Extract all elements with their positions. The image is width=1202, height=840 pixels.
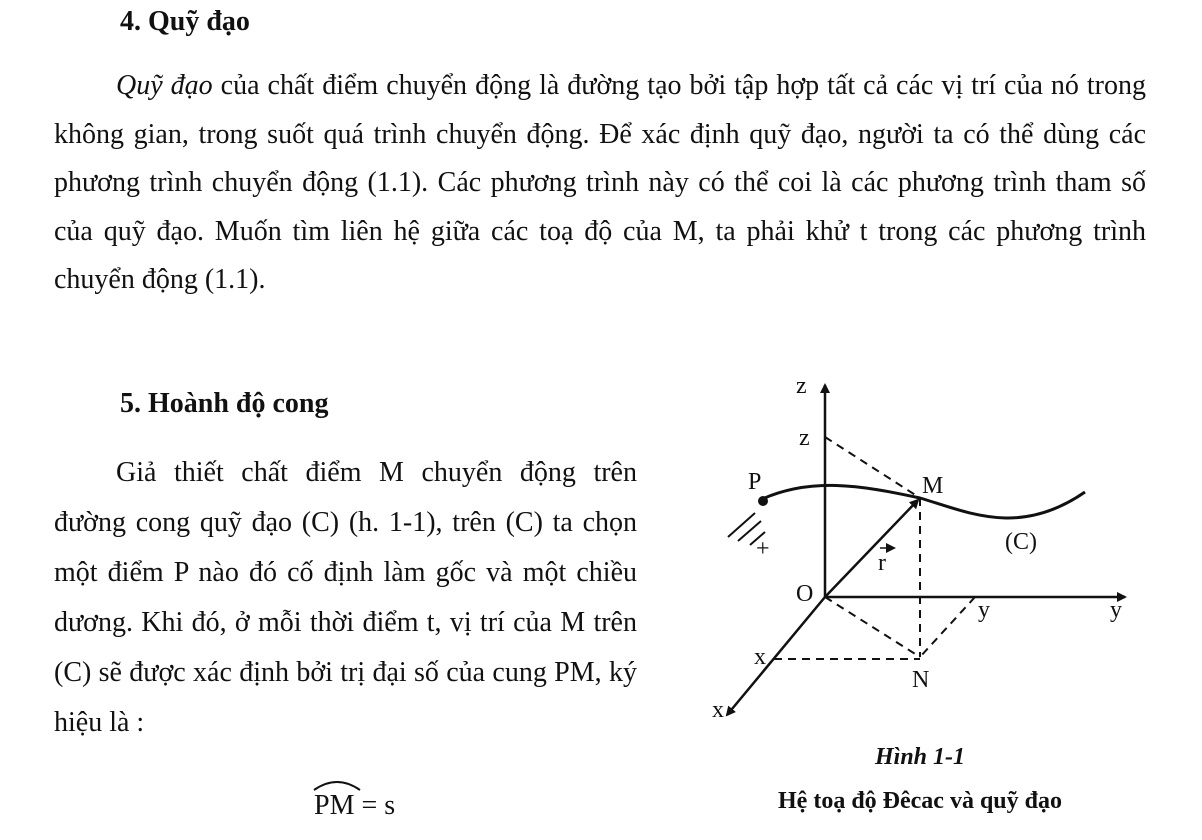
origin-o-label: O <box>796 581 814 607</box>
arc-formula <box>314 790 395 822</box>
x-axis-label: x <box>712 697 724 723</box>
figure-caption: Hệ toạ độ Đêcac và quỹ đạo <box>778 788 1062 814</box>
position-vector-r <box>825 500 918 597</box>
projection-o-n <box>825 597 920 657</box>
section-4-paragraph <box>54 62 1146 305</box>
arc-symbol-icon <box>312 778 362 792</box>
positive-sign-label: + <box>756 536 770 562</box>
projection-y-n <box>920 597 975 657</box>
section-5-heading: 5. Hoành độ cong <box>120 388 329 419</box>
section-5-paragraph: Giả thiết chất điểm M chuyển động trên đường cong quỹ đạo (C) (h. 1-1), trên (C) ta chọn một điểm P nào đó cố định làm gốc và một chiều dương. Khi đó, ở mỗi thời điểm t, vị trí của M trên (C) sẽ được xác định bởi trị đại số của cung PM, ký hiệu là : <box>54 457 637 738</box>
direction-mark-1 <box>728 513 755 537</box>
point-n-label: N <box>912 667 930 693</box>
point-p-dot <box>758 496 768 506</box>
point-m-label: M <box>922 473 944 499</box>
y-axis-label: y <box>1110 597 1122 623</box>
formula-equals-s: = s <box>354 790 396 821</box>
cartesian-coordinate-figure <box>700 365 1140 735</box>
y-tick-label: y <box>978 597 990 623</box>
z-tick-label: z <box>799 425 810 451</box>
section-4-heading: 4. Quỹ đạo <box>120 6 250 37</box>
point-p-label: P <box>748 469 762 495</box>
arc-pm <box>314 790 354 822</box>
curve-c-label: (C) <box>1005 529 1037 555</box>
x-tick-label: x <box>754 644 766 670</box>
z-axis-label: z <box>796 373 807 399</box>
vector-r-label: r <box>878 550 886 576</box>
arc-pm-text: PM <box>314 790 355 821</box>
x-axis-line <box>727 597 825 715</box>
section-4-body: của chất điểm chuyển động là đường tạo bởi tập hợp tất cả các vị trí của nó trong không gian, trong suốt quá trình chuyển động. Để xác định quỹ đạo, người ta có thể dùng các phương trình chuyển động (1.1). Các phương trình này có thể coi là các phương trình tham số của quỹ đạo. Muốn tìm liên hệ giữa các toạ độ của M, ta phải khử t trong các phương trình chuyển động (1.1). <box>54 70 1146 295</box>
term-quy-dao: Quỹ đạo <box>116 70 213 101</box>
figure-caption-title: Hình 1-1 <box>874 744 966 770</box>
